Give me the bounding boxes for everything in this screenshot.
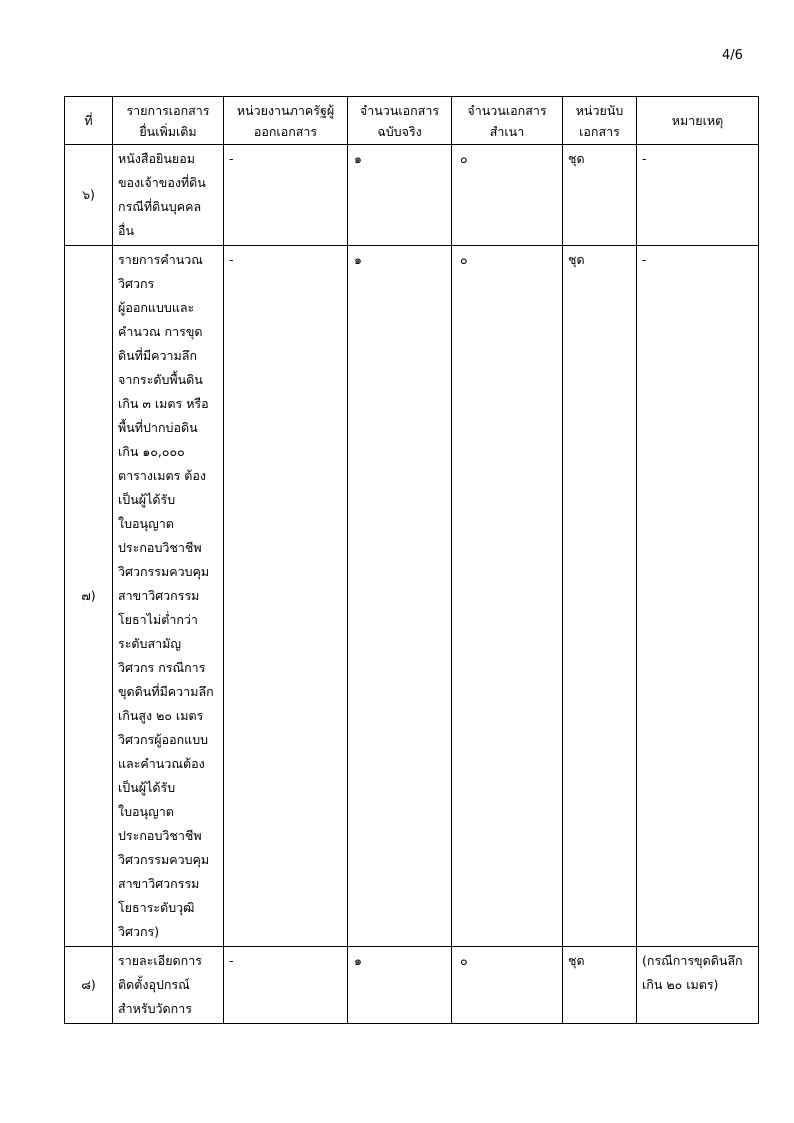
item-text-line: วิศวกร) bbox=[118, 924, 160, 939]
item-cell bbox=[113, 246, 224, 947]
agency-value: - bbox=[229, 151, 234, 166]
header-item-line: รายการเอกสาร bbox=[126, 102, 210, 118]
agency-value: - bbox=[229, 953, 234, 968]
item-text-line: กรณีที่ดินบุคคล bbox=[118, 199, 202, 214]
remark-text-line: เกิน ๒๐ เมตร) bbox=[642, 977, 719, 992]
table-row bbox=[65, 947, 759, 1024]
unit-cell bbox=[563, 145, 637, 246]
original-count-cell bbox=[348, 145, 452, 246]
row-number-cell bbox=[65, 145, 113, 246]
header-original-line: จำนวนเอกสาร bbox=[359, 102, 440, 118]
item-text-line: เกิน ๓ เมตร หรือ bbox=[118, 396, 209, 411]
copy-count-cell bbox=[452, 145, 563, 246]
unit-cell bbox=[563, 947, 637, 1024]
copy-count-cell bbox=[452, 947, 563, 1024]
row-number: ๖) bbox=[82, 187, 95, 202]
copy-count: ๐ bbox=[460, 953, 468, 968]
header-agency-line: หน่วยงานภาครัฐผู้ bbox=[236, 102, 335, 118]
remark-text-line: - bbox=[642, 252, 647, 267]
item-text-line: หนังสือยินยอม bbox=[118, 151, 195, 166]
unit-value: ชุด bbox=[568, 252, 585, 267]
item-text-line: ใบอนุญาต bbox=[118, 804, 174, 819]
header-unit-line: เอกสาร bbox=[579, 123, 620, 139]
item-text-line: ตารางเมตร ต้อง bbox=[118, 468, 207, 483]
agency-cell bbox=[224, 145, 348, 246]
item-cell bbox=[113, 145, 224, 246]
unit-value: ชุด bbox=[568, 953, 585, 968]
original-count-cell bbox=[348, 947, 452, 1024]
item-text-line: ประกอบวิชาชีพ bbox=[118, 540, 202, 555]
table-row bbox=[65, 246, 759, 947]
item-text-line: ขุดดินที่มีความลึก bbox=[118, 684, 214, 699]
item-text-line: วิศวกรผู้ออกแบบ bbox=[118, 732, 209, 747]
copy-count: ๐ bbox=[460, 252, 468, 267]
agency-value: - bbox=[229, 252, 234, 267]
header-original-line: ฉบับจริง bbox=[377, 123, 422, 139]
row-number-cell bbox=[65, 246, 113, 947]
original-count-cell bbox=[348, 246, 452, 947]
item-text-line: โยธาไม่ต่ำกว่า bbox=[118, 612, 198, 627]
header-remark: หมายเหตุ bbox=[637, 97, 759, 145]
header-item-line: ยื่นเพิ่มเติม bbox=[139, 123, 197, 139]
item-text-line: เป็นผู้ได้รับ bbox=[118, 492, 176, 507]
original-count: ๑ bbox=[354, 151, 362, 166]
item-text-line: สำหรับวัดการ bbox=[118, 1001, 192, 1016]
original-count: ๑ bbox=[354, 252, 362, 267]
header-copy-count bbox=[452, 97, 563, 145]
remark-cell bbox=[637, 246, 759, 947]
item-text-line: วิศวกร กรณีการ bbox=[118, 660, 206, 675]
copy-count-cell bbox=[452, 246, 563, 947]
remark-text-line: - bbox=[642, 151, 647, 166]
item-text-line: ดินที่มีความลึก bbox=[118, 348, 198, 363]
item-text-line: ระดับสามัญ bbox=[118, 636, 182, 651]
remark-cell bbox=[637, 145, 759, 246]
item-text-line: วิศวกรรมควบคุม bbox=[118, 564, 210, 579]
remark-cell bbox=[637, 947, 759, 1024]
item-text-line: โยธาระดับวุฒิ bbox=[118, 900, 195, 915]
item-text-line: อื่น bbox=[118, 223, 135, 238]
agency-cell bbox=[224, 246, 348, 947]
item-text-line: ใบอนุญาต bbox=[118, 516, 174, 531]
document-table bbox=[64, 96, 759, 1024]
unit-cell bbox=[563, 246, 637, 947]
row-number: ๘) bbox=[81, 977, 96, 992]
item-text-line: และคำนวณต้อง bbox=[118, 756, 205, 771]
item-text-line: วิศวกร bbox=[118, 276, 155, 291]
item-text-line: จากระดับพื้นดิน bbox=[118, 372, 203, 387]
row-number-cell bbox=[65, 947, 113, 1024]
header-agency bbox=[224, 97, 348, 145]
item-text-line: รายละเอียดการ bbox=[118, 953, 202, 968]
item-text-line: พื้นที่ปากบ่อดิน bbox=[118, 420, 198, 435]
item-text-line: ติดตั้งอุปกรณ์ bbox=[118, 977, 190, 992]
item-text-line: ผู้ออกแบบและ bbox=[118, 300, 195, 315]
table-body bbox=[65, 145, 759, 1024]
remark-text-line: (กรณีการขุดดินลึก bbox=[642, 953, 743, 968]
item-text-line: เกินสูง ๒๐ เมตร bbox=[118, 708, 204, 723]
item-cell bbox=[113, 947, 224, 1024]
item-text-line: รายการคำนวณ bbox=[118, 252, 203, 267]
header-original-count bbox=[348, 97, 452, 145]
header-no: ที่ bbox=[65, 97, 113, 145]
table-header-row bbox=[65, 97, 759, 145]
item-text-line: สาขาวิศวกรรม bbox=[118, 876, 200, 891]
unit-value: ชุด bbox=[568, 151, 585, 166]
item-text-line: สาขาวิศวกรรม bbox=[118, 588, 200, 603]
item-text-line: ของเจ้าของที่ดิน bbox=[118, 175, 206, 190]
item-text-line: ประกอบวิชาชีพ bbox=[118, 828, 202, 843]
header-copy-line: สำเนา bbox=[489, 123, 525, 139]
copy-count: ๐ bbox=[460, 151, 468, 166]
header-unit bbox=[563, 97, 637, 145]
item-text-line: เป็นผู้ได้รับ bbox=[118, 780, 176, 795]
original-count: ๑ bbox=[354, 953, 362, 968]
header-item bbox=[113, 97, 224, 145]
item-text-line: วิศวกรรมควบคุม bbox=[118, 852, 210, 867]
agency-cell bbox=[224, 947, 348, 1024]
page-number: 4/6 bbox=[722, 48, 743, 63]
header-unit-line: หน่วยนับ bbox=[575, 102, 624, 118]
header-agency-line: ออกเอกสาร bbox=[253, 123, 318, 139]
header-copy-line: จำนวนเอกสาร bbox=[467, 102, 547, 118]
table-row bbox=[65, 145, 759, 246]
row-number: ๗) bbox=[81, 588, 96, 603]
item-text-line: เกิน ๑๐,๐๐๐ bbox=[118, 444, 185, 459]
item-text-line: คำนวณ การขุด bbox=[118, 324, 203, 339]
